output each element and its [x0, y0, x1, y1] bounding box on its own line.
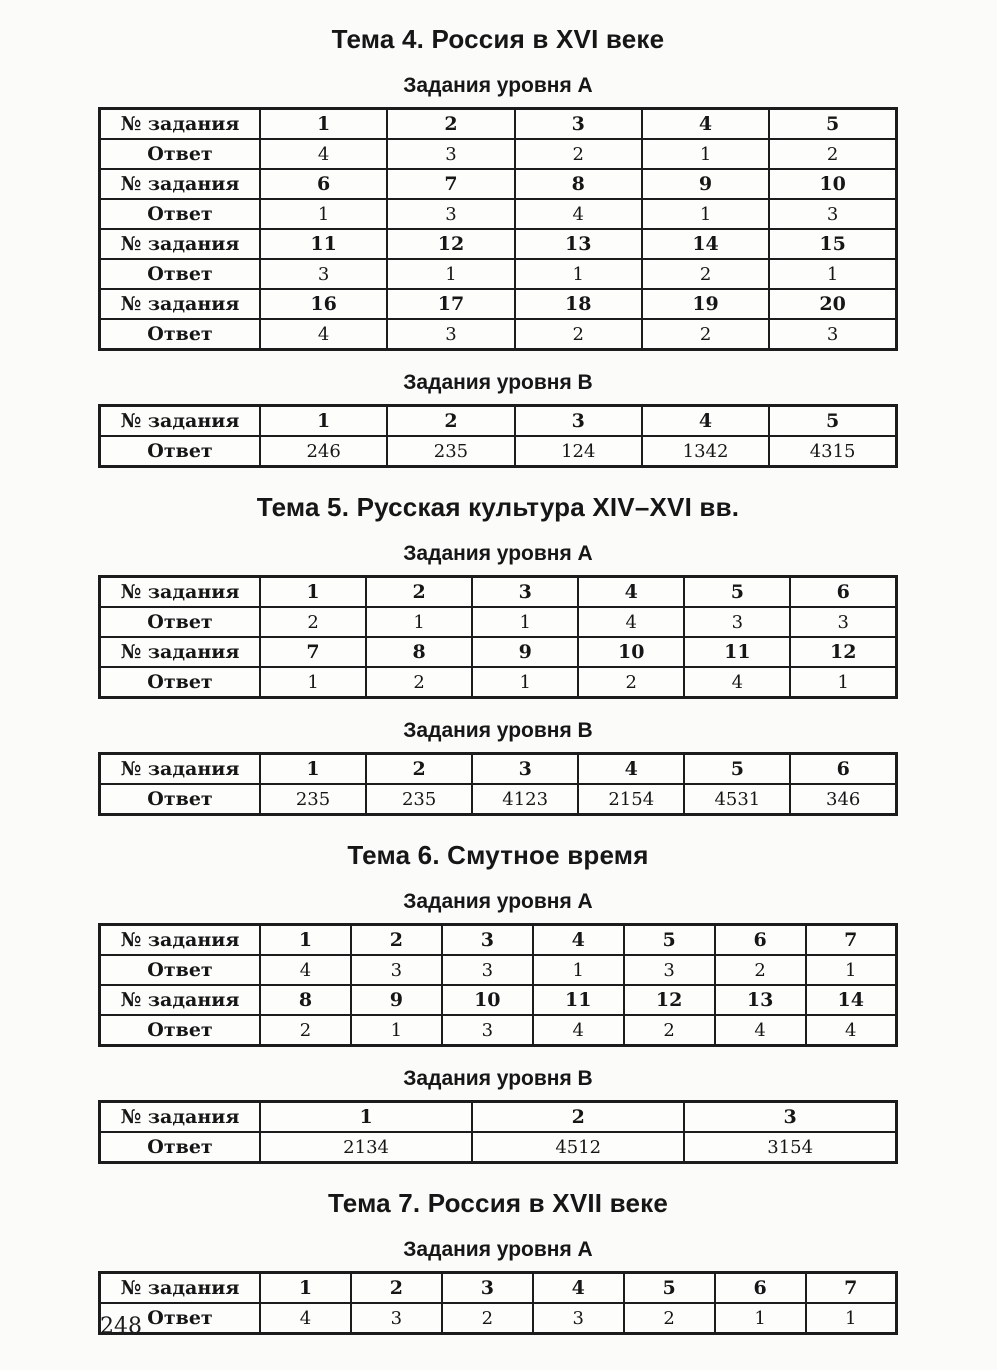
answer-value-cell: 4: [515, 199, 642, 229]
answer-value-cell: 235: [260, 784, 366, 815]
task-number-cell: 14: [642, 229, 769, 259]
task-number-cell: 3: [515, 406, 642, 437]
task-number-cell: 2: [366, 577, 472, 608]
row-label-cell: № задания: [100, 109, 261, 140]
task-row: [100, 1273, 897, 1304]
row-label-cell: Ответ: [100, 784, 261, 815]
answer-value-cell: 3: [624, 955, 715, 985]
answer-value-cell: 2: [366, 667, 472, 698]
answers-table: [98, 404, 898, 468]
answer-row: [100, 1015, 897, 1046]
task-row: [100, 289, 897, 319]
task-number-cell: 13: [515, 229, 642, 259]
task-number-cell: 5: [624, 1273, 715, 1304]
task-number-cell: 5: [684, 754, 790, 785]
answer-value-cell: 3: [351, 955, 442, 985]
task-number-cell: 14: [806, 985, 897, 1015]
answer-value-cell: 346: [790, 784, 896, 815]
answer-value-cell: 4: [715, 1015, 806, 1046]
answer-value-cell: 2: [515, 139, 642, 169]
task-row: [100, 229, 897, 259]
task-row: [100, 169, 897, 199]
answer-value-cell: 4512: [472, 1132, 684, 1163]
row-label-cell: Ответ: [100, 607, 261, 637]
answer-value-cell: 2154: [578, 784, 684, 815]
page-number: 248: [100, 1314, 142, 1339]
task-row: [100, 577, 897, 608]
answer-value-cell: 2: [260, 1015, 351, 1046]
task-number-cell: 13: [715, 985, 806, 1015]
task-number-cell: 1: [260, 577, 366, 608]
task-number-cell: 6: [790, 577, 896, 608]
answer-value-cell: 3: [769, 319, 896, 350]
answer-value-cell: 4: [260, 955, 351, 985]
task-number-cell: 9: [642, 169, 769, 199]
task-number-cell: 1: [260, 754, 366, 785]
section-title: Тема 7. Россия в XVII веке: [327, 1188, 669, 1218]
answer-value-cell: 235: [387, 436, 514, 467]
answer-value-cell: 3: [260, 259, 387, 289]
task-number-cell: 15: [769, 229, 896, 259]
answer-value-cell: 4531: [684, 784, 790, 815]
answer-value-cell: 1: [806, 1303, 897, 1334]
section-title: Тема 4. Россия в XVI веке: [331, 24, 665, 54]
task-number-cell: 9: [472, 637, 578, 667]
task-number-cell: 16: [260, 289, 387, 319]
task-number-cell: 2: [387, 109, 514, 140]
answer-value-cell: 1: [533, 955, 624, 985]
section-title: Тема 6. Смутное время: [347, 840, 649, 870]
answer-value-cell: 4315: [769, 436, 896, 467]
task-number-cell: 2: [387, 406, 514, 437]
answer-value-cell: 3: [387, 139, 514, 169]
task-number-cell: 4: [578, 754, 684, 785]
answer-row: [100, 319, 897, 350]
task-row: [100, 109, 897, 140]
row-label-cell: Ответ: [100, 259, 261, 289]
task-row: [100, 754, 897, 785]
task-number-cell: 1: [260, 109, 387, 140]
answer-value-cell: 2: [715, 955, 806, 985]
answer-value-cell: 4: [260, 139, 387, 169]
page-content: [98, 0, 898, 1335]
answer-row: [100, 1303, 897, 1334]
task-number-cell: 7: [806, 925, 897, 956]
task-number-cell: 8: [366, 637, 472, 667]
answer-value-cell: 124: [515, 436, 642, 467]
task-number-cell: 2: [351, 1273, 442, 1304]
task-number-cell: 1: [260, 925, 351, 956]
task-number-cell: 1: [260, 1273, 351, 1304]
section-title: Тема 5. Русская культура XIV–XVI вв.: [256, 492, 740, 522]
answers-table: [98, 923, 898, 1047]
answer-row: [100, 436, 897, 467]
answer-value-cell: 1342: [642, 436, 769, 467]
task-number-cell: 9: [351, 985, 442, 1015]
answer-row: [100, 667, 897, 698]
task-number-cell: 2: [366, 754, 472, 785]
task-number-cell: 3: [472, 754, 578, 785]
task-number-cell: 7: [260, 637, 366, 667]
task-number-cell: 6: [790, 754, 896, 785]
answers-table: [98, 107, 898, 351]
answer-row: [100, 199, 897, 229]
task-number-cell: 5: [769, 406, 896, 437]
answer-value-cell: 1: [260, 199, 387, 229]
task-number-cell: 4: [642, 109, 769, 140]
task-number-cell: 3: [442, 925, 533, 956]
row-label-cell: № задания: [100, 1102, 261, 1133]
task-number-cell: 8: [515, 169, 642, 199]
answers-table: [98, 1271, 898, 1335]
answer-value-cell: 1: [472, 607, 578, 637]
answers-table: [98, 752, 898, 816]
task-number-cell: 17: [387, 289, 514, 319]
task-number-cell: 4: [533, 1273, 624, 1304]
task-number-cell: 18: [515, 289, 642, 319]
answer-row: [100, 139, 897, 169]
task-number-cell: 11: [533, 985, 624, 1015]
task-number-cell: 6: [715, 925, 806, 956]
answer-value-cell: 1: [715, 1303, 806, 1334]
answer-value-cell: 3: [684, 607, 790, 637]
answer-value-cell: 3: [790, 607, 896, 637]
row-label-cell: № задания: [100, 406, 261, 437]
task-row: [100, 1102, 897, 1133]
task-number-cell: 7: [387, 169, 514, 199]
task-number-cell: 10: [769, 169, 896, 199]
task-number-cell: 19: [642, 289, 769, 319]
task-number-cell: 1: [260, 1102, 472, 1133]
row-label-cell: Ответ: [100, 199, 261, 229]
level-heading: Задания уровня А: [403, 74, 593, 97]
answer-value-cell: 3: [442, 1015, 533, 1046]
answer-value-cell: 2134: [260, 1132, 472, 1163]
task-number-cell: 5: [684, 577, 790, 608]
row-label-cell: Ответ: [100, 139, 261, 169]
answer-value-cell: 2: [624, 1303, 715, 1334]
answer-value-cell: 3: [387, 319, 514, 350]
answer-value-cell: 4: [806, 1015, 897, 1046]
row-label-cell: Ответ: [100, 955, 261, 985]
task-number-cell: 1: [260, 406, 387, 437]
answer-row: [100, 955, 897, 985]
answer-value-cell: 3: [351, 1303, 442, 1334]
task-number-cell: 6: [715, 1273, 806, 1304]
task-number-cell: 4: [533, 925, 624, 956]
answer-value-cell: 1: [806, 955, 897, 985]
level-heading: Задания уровня В: [403, 371, 593, 394]
task-number-cell: 11: [260, 229, 387, 259]
answer-value-cell: 1: [260, 667, 366, 698]
row-label-cell: Ответ: [100, 319, 261, 350]
task-number-cell: 2: [351, 925, 442, 956]
answer-value-cell: 2: [642, 259, 769, 289]
answer-value-cell: 1: [642, 199, 769, 229]
task-number-cell: 4: [578, 577, 684, 608]
answer-value-cell: 2: [578, 667, 684, 698]
answer-value-cell: 1: [642, 139, 769, 169]
answers-table: [98, 575, 898, 699]
answer-value-cell: 1: [515, 259, 642, 289]
row-label-cell: № задания: [100, 637, 261, 667]
task-number-cell: 7: [806, 1273, 897, 1304]
row-label-cell: № задания: [100, 229, 261, 259]
task-row: [100, 406, 897, 437]
answer-value-cell: 235: [366, 784, 472, 815]
answer-value-cell: 2: [642, 319, 769, 350]
task-row: [100, 925, 897, 956]
answer-value-cell: 3: [442, 955, 533, 985]
task-number-cell: 10: [442, 985, 533, 1015]
answer-value-cell: 3: [533, 1303, 624, 1334]
answer-value-cell: 4: [260, 319, 387, 350]
level-heading: Задания уровня А: [403, 890, 593, 913]
answers-table: [98, 1100, 898, 1164]
row-label-cell: № задания: [100, 985, 261, 1015]
row-label-cell: Ответ: [100, 436, 261, 467]
task-number-cell: 10: [578, 637, 684, 667]
row-label-cell: № задания: [100, 577, 261, 608]
answer-value-cell: 4123: [472, 784, 578, 815]
task-row: [100, 985, 897, 1015]
answer-value-cell: 1: [769, 259, 896, 289]
answer-row: [100, 1132, 897, 1163]
row-label-cell: № задания: [100, 925, 261, 956]
level-heading: Задания уровня А: [403, 1238, 593, 1261]
answer-value-cell: 2: [515, 319, 642, 350]
task-number-cell: 4: [642, 406, 769, 437]
answer-value-cell: 1: [790, 667, 896, 698]
answer-value-cell: 246: [260, 436, 387, 467]
answer-row: [100, 259, 897, 289]
task-number-cell: 12: [790, 637, 896, 667]
answer-value-cell: 2: [769, 139, 896, 169]
task-number-cell: 3: [515, 109, 642, 140]
answer-row: [100, 784, 897, 815]
answer-value-cell: 4: [578, 607, 684, 637]
task-number-cell: 11: [684, 637, 790, 667]
task-number-cell: 12: [387, 229, 514, 259]
answer-value-cell: 1: [366, 607, 472, 637]
answer-value-cell: 1: [387, 259, 514, 289]
task-number-cell: 5: [769, 109, 896, 140]
answer-value-cell: 1: [472, 667, 578, 698]
task-number-cell: 5: [624, 925, 715, 956]
task-number-cell: 12: [624, 985, 715, 1015]
task-number-cell: 6: [260, 169, 387, 199]
row-label-cell: № задания: [100, 754, 261, 785]
row-label-cell: № задания: [100, 1273, 261, 1304]
task-number-cell: 3: [472, 577, 578, 608]
task-number-cell: 3: [684, 1102, 896, 1133]
answer-value-cell: 2: [260, 607, 366, 637]
answer-value-cell: 4: [684, 667, 790, 698]
answer-row: [100, 607, 897, 637]
answer-value-cell: 2: [624, 1015, 715, 1046]
level-heading: Задания уровня А: [403, 542, 593, 565]
answer-value-cell: 4: [260, 1303, 351, 1334]
task-row: [100, 637, 897, 667]
row-label-cell: Ответ: [100, 1303, 261, 1334]
row-label-cell: Ответ: [100, 1015, 261, 1046]
row-label-cell: Ответ: [100, 1132, 261, 1163]
answer-value-cell: 2: [442, 1303, 533, 1334]
answer-value-cell: 4: [533, 1015, 624, 1046]
answer-value-cell: 3154: [684, 1132, 896, 1163]
task-number-cell: 2: [472, 1102, 684, 1133]
row-label-cell: Ответ: [100, 667, 261, 698]
task-number-cell: 3: [442, 1273, 533, 1304]
answer-value-cell: 3: [769, 199, 896, 229]
task-number-cell: 8: [260, 985, 351, 1015]
level-heading: Задания уровня В: [403, 1067, 593, 1090]
row-label-cell: № задания: [100, 289, 261, 319]
level-heading: Задания уровня В: [403, 719, 593, 742]
task-number-cell: 20: [769, 289, 896, 319]
row-label-cell: № задания: [100, 169, 261, 199]
answer-value-cell: 3: [387, 199, 514, 229]
answer-value-cell: 1: [351, 1015, 442, 1046]
